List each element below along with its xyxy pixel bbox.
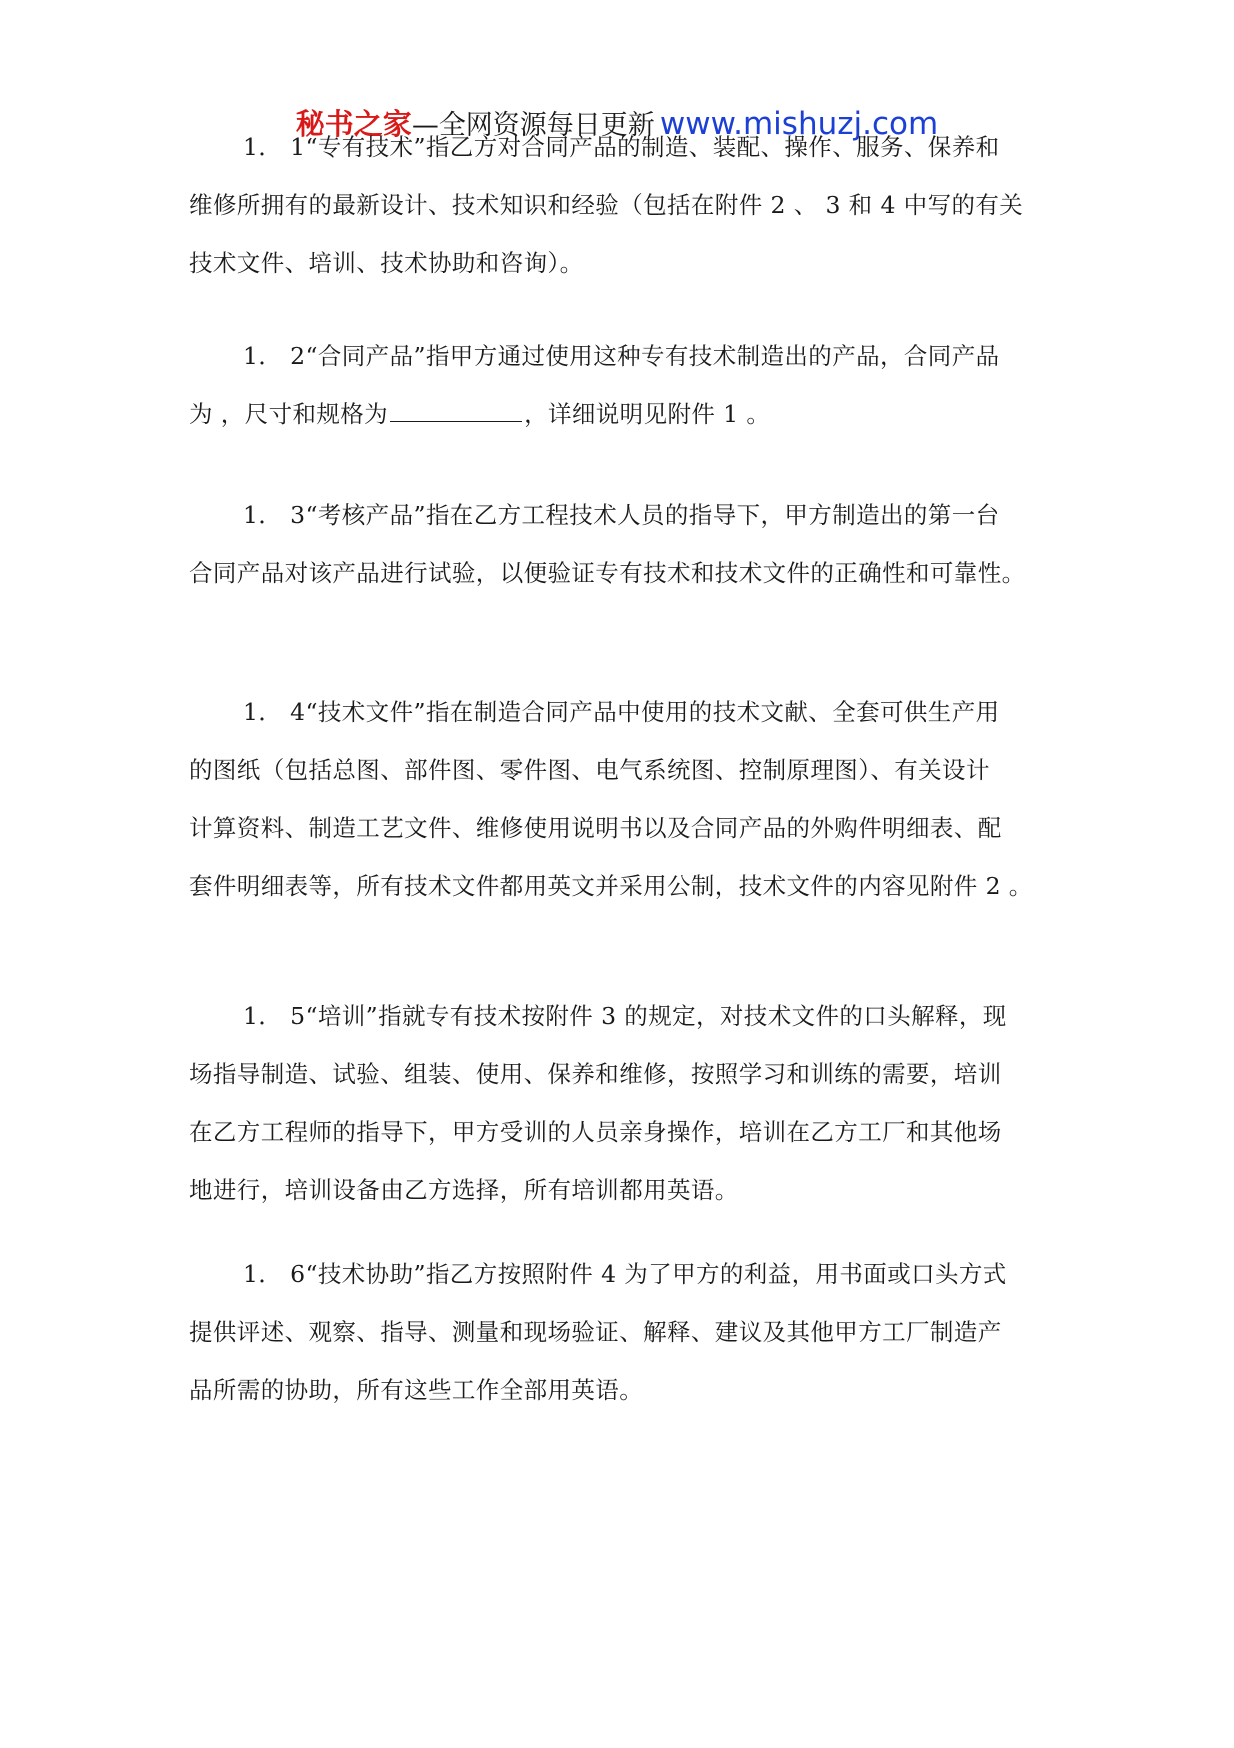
brand-name: 秘书之家: [295, 107, 412, 141]
clause-line: 在乙方工程师的指导下，甲方受训的人员亲身操作，培训在乙方工厂和其他场: [189, 1118, 1002, 1146]
clause-line: 1． 5“培训”指就专有技术按附件 3 的规定，对技术文件的口头解释，现: [243, 1002, 1007, 1030]
clause-line: 1． 6“技术协助”指乙方按照附件 4 为了甲方的利益，用书面或口头方式: [243, 1260, 1007, 1288]
clause-line: 1． 1“专有技术”指乙方对合同产品的制造、装配、操作、服务、保养和: [243, 133, 1000, 161]
clause-line: 1． 2“合同产品”指甲方通过使用这种专有技术制造出的产品，合同产品: [243, 342, 1000, 370]
fill-in-blank: [390, 420, 522, 422]
header-slogan: —全网资源每日更新: [411, 110, 655, 141]
clause-line: 合同产品对该产品进行试验，以便验证专有技术和技术文件的正确性和可靠性。: [189, 559, 1026, 587]
clause-line: 场指导制造、试验、组装、使用、保养和维修，按照学习和训练的需要，培训: [189, 1060, 1002, 1088]
clause-1-5: [189, 987, 1049, 1219]
clause-line: 套件明细表等，所有技术文件都用英文并采用公制，技术文件的内容见附件 2 。: [189, 872, 1033, 900]
clause-1-2: [189, 327, 1049, 443]
clause-line: 技术文件、培训、技术协助和咨询）。: [189, 249, 584, 277]
clause-line: 1． 3“考核产品”指在乙方工程技术人员的指导下，甲方制造出的第一台: [243, 501, 1000, 529]
clause-line: 维修所拥有的最新设计、技术知识和经验（包括在附件 2 、 3 和 4 中写的有关: [189, 191, 1024, 219]
clause-1-3: [189, 486, 1049, 602]
clause-line-with-blank: [189, 385, 1049, 443]
clause-1-6: [189, 1245, 1049, 1419]
clause-line: 的图纸（包括总图、部件图、零件图、电气系统图、控制原理图）、有关设计: [189, 756, 990, 784]
site-url: www.mishuzj.com: [659, 106, 939, 142]
clause-1-4: [189, 683, 1049, 915]
clause-text: ，详细说明见附件 1 。: [524, 400, 771, 428]
clause-line: 1． 4“技术文件”指在制造合同产品中使用的技术文献、全套可供生产用: [243, 698, 1000, 726]
clause-line: 地进行，培训设备由乙方选择，所有培训都用英语。: [189, 1176, 739, 1204]
clause-line: 计算资料、制造工艺文件、维修使用说明书以及合同产品的外购件明细表、配: [189, 814, 1002, 842]
clause-line: 品所需的协助，所有这些工作全部用英语。: [189, 1376, 644, 1404]
clause-1-1: [189, 118, 1049, 292]
clause-text: 为 ，尺寸和规格为: [189, 400, 389, 428]
clause-line: 提供评述、观察、指导、测量和现场验证、解释、建议及其他甲方工厂制造产: [189, 1318, 1002, 1346]
